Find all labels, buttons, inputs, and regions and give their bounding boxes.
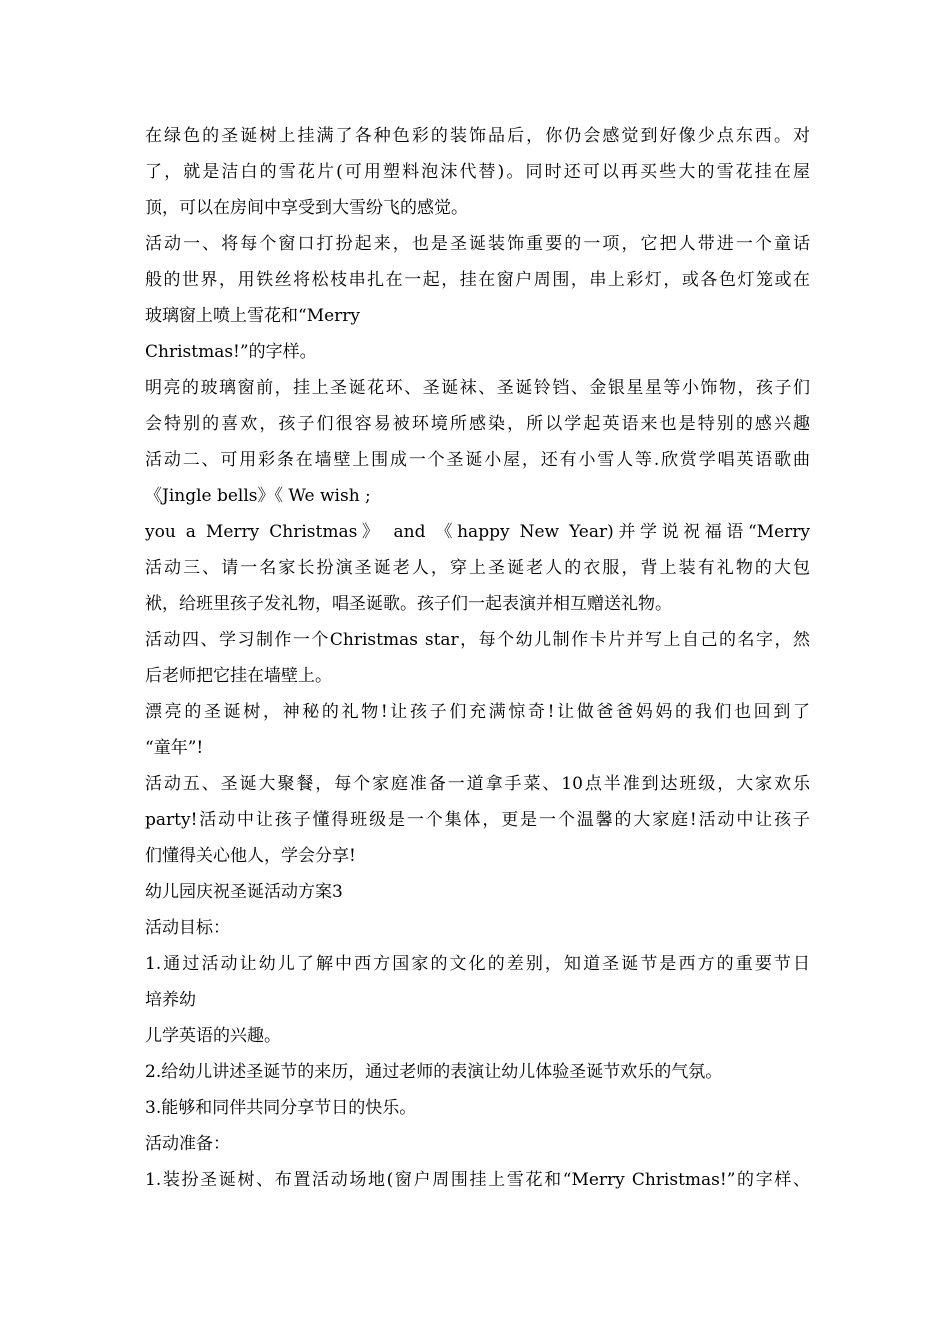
text-line-2: 了，就是洁白的雪花片(可用塑料泡沫代替)。同时还可以再买些大的雪花挂在屋 xyxy=(145,162,810,182)
text-line-18: “童年”! xyxy=(145,738,204,758)
text-line-13: 活动三、请一名家长扮演圣诞老人，穿上圣诞老人的衣服，背上装有礼物的大包 xyxy=(145,558,810,578)
text-line-25: 培养幼 xyxy=(145,990,196,1010)
text-line-1: 在绿色的圣诞树上挂满了各种色彩的装饰品后，你仍会感觉到好像少点东西。对 xyxy=(145,126,810,146)
text-line-23: 活动目标： xyxy=(145,918,230,938)
text-line-9: 会特别的喜欢，孩子们很容易被环境所感染，所以学起英语来也是特别的感兴趣 xyxy=(145,414,810,434)
text-line-24: 1.通过活动让幼儿了解中西方国家的文化的差别，知道圣诞节是西方的重要节日 xyxy=(145,954,810,974)
text-line-27: 2.给幼儿讲述圣诞节的来历，通过老师的表演让幼儿体验圣诞节欢乐的气氛。 xyxy=(145,1062,723,1082)
text-line-5: 般的世界，用铁丝将松枝串扎在一起，挂在窗户周围，串上彩灯，或各色灯笼或在 xyxy=(145,270,810,290)
text-line-21: 们懂得关心他人，学会分享! xyxy=(145,846,356,866)
text-line-15: 活动四、学习制作一个Christmas star，每个幼儿制作卡片并写上自己的名字，然 xyxy=(145,630,810,650)
text-line-6: 玻璃窗上喷上雪花和“Merry xyxy=(145,306,361,326)
text-line-29: 活动准备： xyxy=(145,1134,230,1154)
text-line-30: 1.装扮圣诞树、布置活动场地(窗户周围挂上雪花和“Merry Christmas!”的字样、 xyxy=(145,1170,810,1190)
text-line-28: 3.能够和同伴共同分享节日的快乐。 xyxy=(145,1098,417,1118)
text-line-17: 漂亮的圣诞树，神秘的礼物!让孩子们充满惊奇!让做爸爸妈妈的我们也回到了 xyxy=(145,702,810,722)
text-line-10: 活动二、可用彩条在墙壁上围成一个圣诞小屋，还有小雪人等.欣赏学唱英语歌曲 xyxy=(145,450,810,470)
text-line-26: 儿学英语的兴趣。 xyxy=(145,1026,281,1046)
text-line-3: 顶，可以在房间中享受到大雪纷飞的感觉。 xyxy=(145,198,468,218)
text-line-16: 后老师把它挂在墙壁上。 xyxy=(145,666,332,686)
text-line-8: 明亮的玻璃窗前，挂上圣诞花环、圣诞袜、圣诞铃铛、金银星星等小饰物，孩子们 xyxy=(145,378,810,398)
text-line-12: you a Merry Christmas》 and 《happy New Year)并学说祝福语“Merry xyxy=(145,522,810,542)
document-body xyxy=(145,118,810,1198)
text-line-4: 活动一、将每个窗口打扮起来，也是圣诞装饰重要的一项，它把人带进一个童话 xyxy=(145,234,810,254)
text-line-19: 活动五、圣诞大聚餐，每个家庭准备一道拿手菜、10点半准到达班级，大家欢乐 xyxy=(145,774,810,794)
text-line-11: 《Jingle bells》《 We wish ; xyxy=(145,486,371,506)
section-heading: 幼儿园庆祝圣诞活动方案3 xyxy=(145,882,343,902)
text-line-14: 袱，给班里孩子发礼物，唱圣诞歌。孩子们一起表演并相互赠送礼物。 xyxy=(145,594,672,614)
text-line-7: Christmas!”的字样。 xyxy=(145,342,317,362)
text-line-20: party!活动中让孩子懂得班级是一个集体，更是一个温馨的大家庭!活动中让孩子 xyxy=(145,810,810,830)
